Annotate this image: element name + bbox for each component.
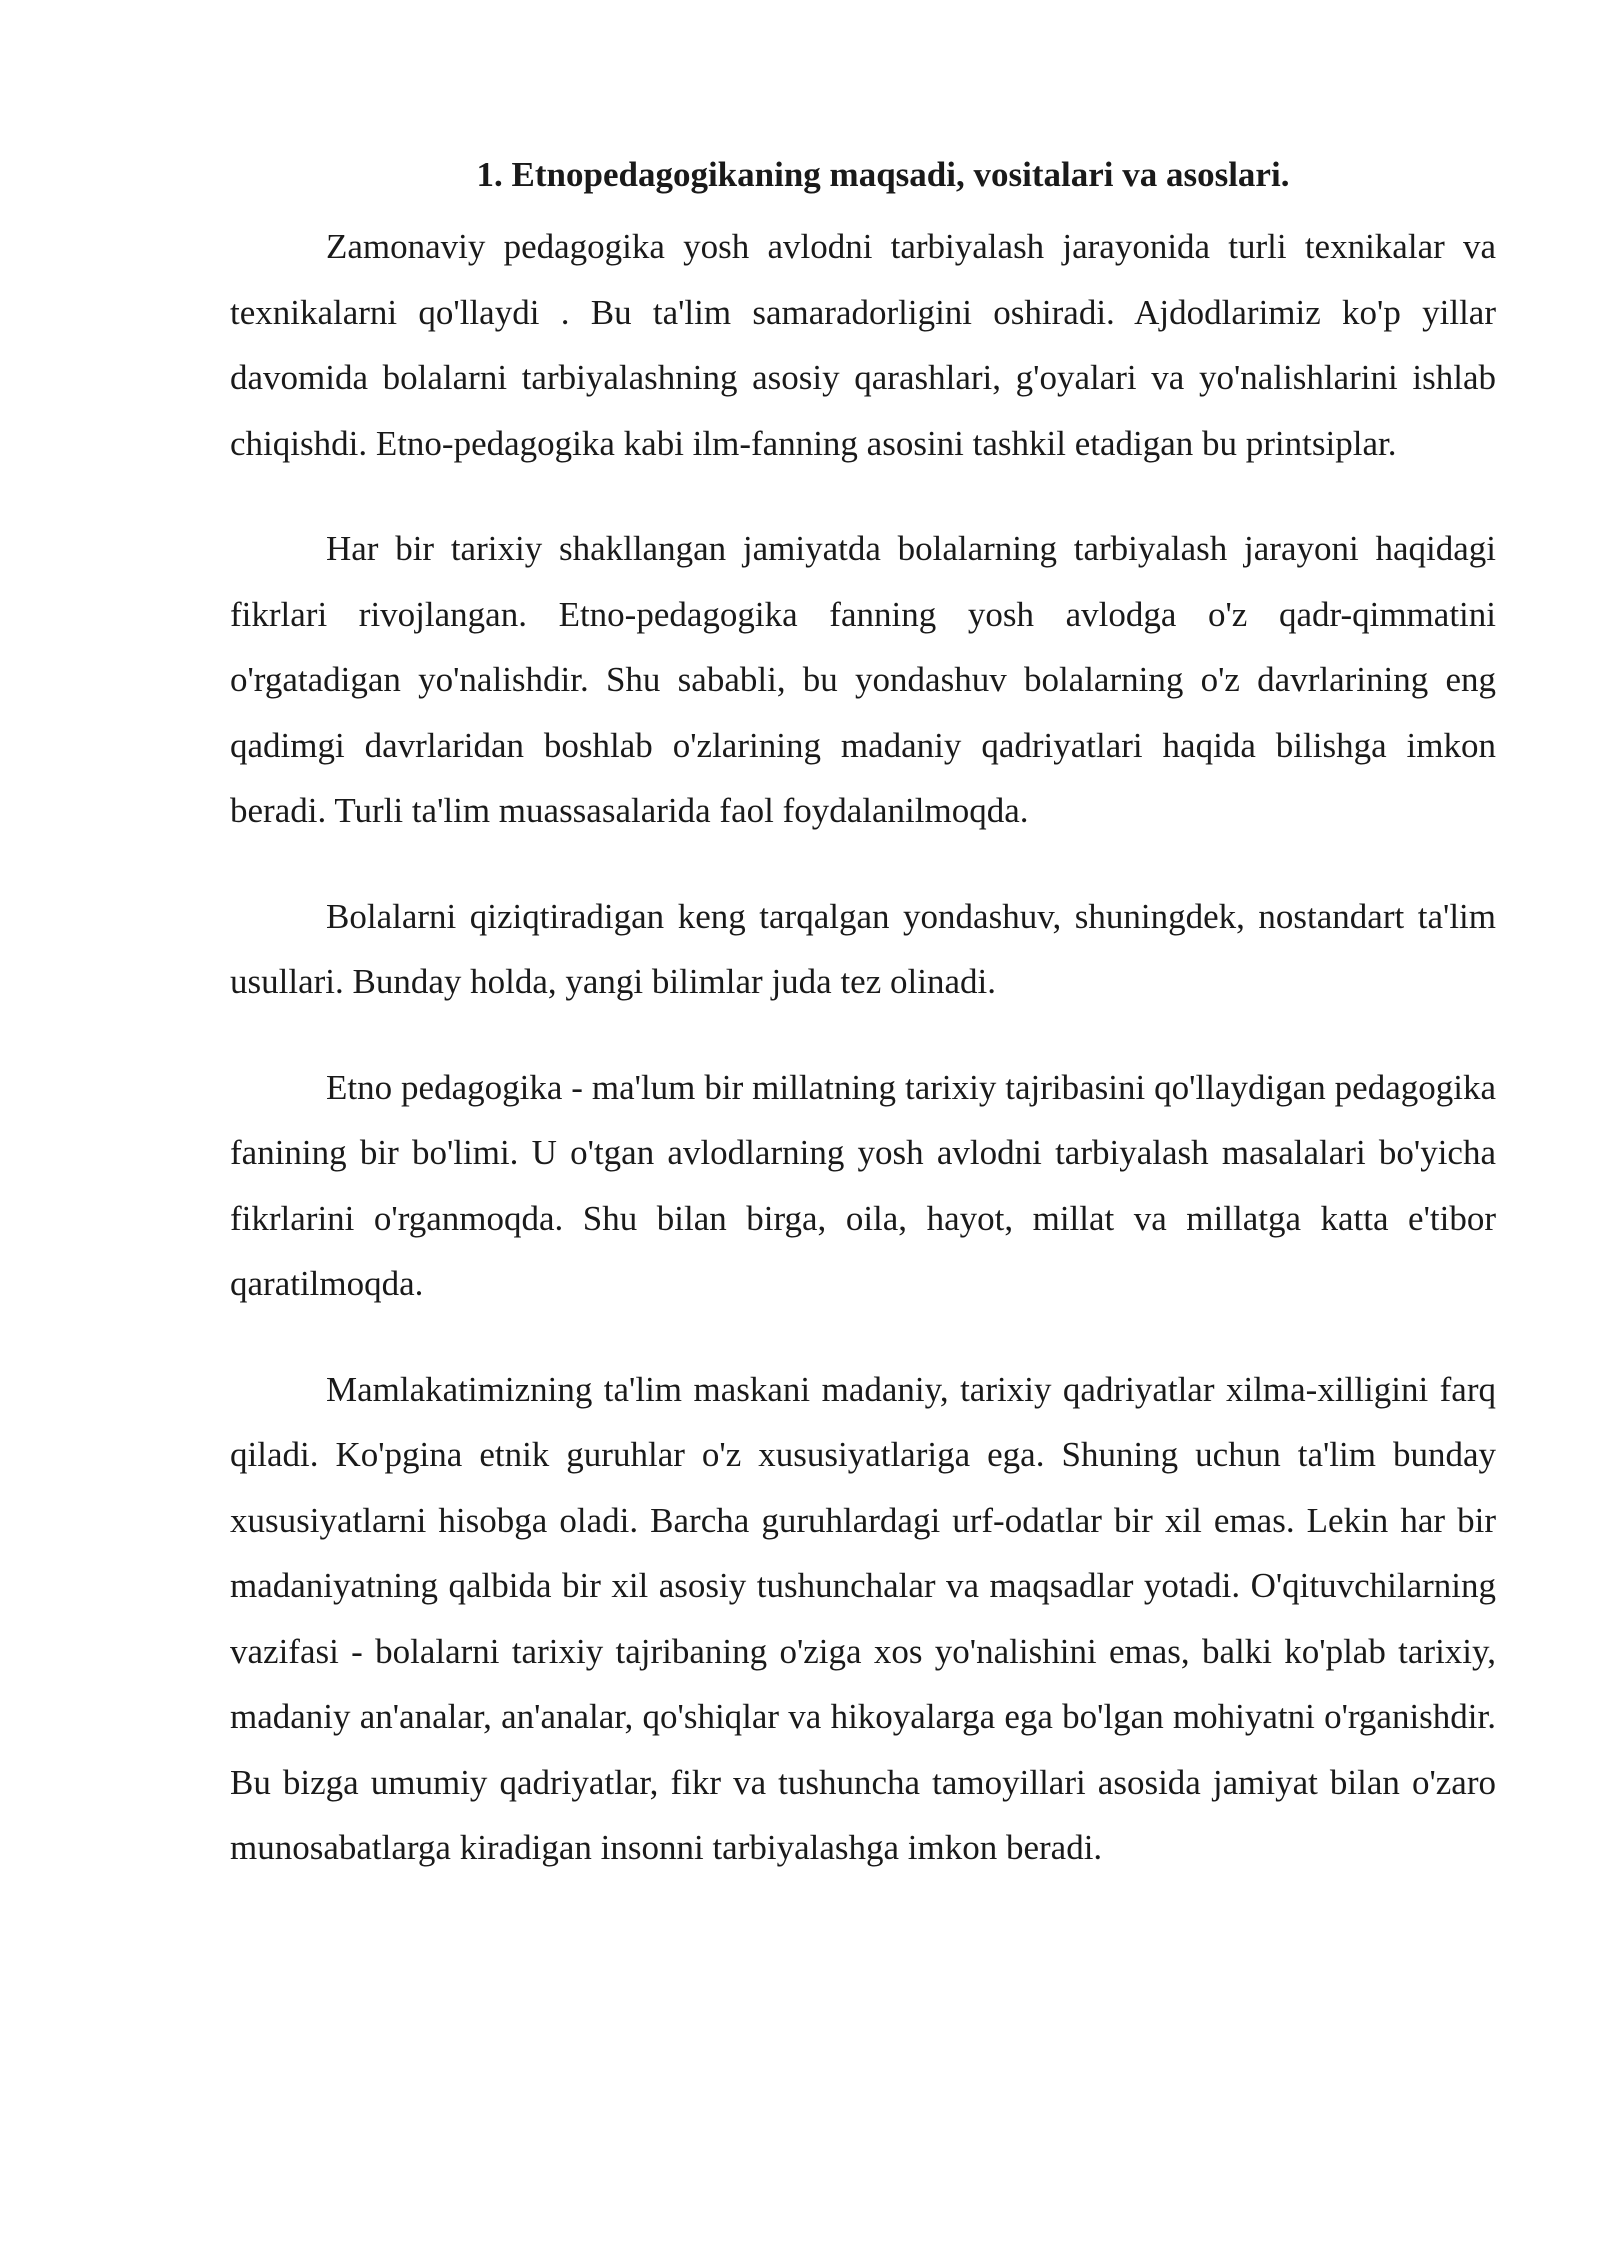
paragraph-1: Zamonaviy pedagogika yosh avlodni tarbiyalash jarayonida turli texnikalar va texnikalarni qo'llaydi . Bu ta'lim samaradorligini oshiradi. Ajdodlarimiz ko'p yillar davomida bolalarni tarbiyalashning asosiy qarashlari, g'oyalari va yo'nalishlarini ishlab chiqishdi. Etno-pedagogika kabi ilm-fanning asosini tashkil etadigan bu printsiplar.: [230, 227, 1496, 463]
paragraph-5: Mamlakatimizning ta'lim maskani madaniy, tarixiy qadriyatlar xilma-xilligini farq qiladi. Ko'pgina etnik guruhlar o'z xususiyatlariga ega. Shuning uchun ta'lim bunday xususiyatlarni hisobga oladi. Barcha guruhlardagi urf-odatlar bir xil emas. Lekin har bir madaniyatning qalbida bir xil asosiy tushunchalar va maqsadlar yotadi. O'qituvchilarning vazifasi - bolalarni tarixiy tajribaning o'ziga xos yo'nalishini emas, balki ko'plab tarixiy, madaniy an'analar, an'analar, qo'shiqlar va hikoyalarga ega bo'lgan mohiyatni o'rganishdir. Bu bizga umumiy qadriyatlar, fikr va tushuncha tamoyillari asosida jamiyat bilan o'zaro munosabatlarga kiradigan insonni tarbiyalashga imkon beradi.: [230, 1369, 1496, 1867]
document-body: [230, 150, 1496, 1921]
paragraph-3: Bolalarni qiziqtiradigan keng tarqalgan yondashuv, shuningdek, nostandart ta'lim usullari. Bunday holda, yangi bilimlar juda tez olinadi.: [230, 896, 1496, 1001]
paragraph-2: Har bir tarixiy shakllangan jamiyatda bolalarning tarbiyalash jarayoni haqidagi fikrlari rivojlangan. Etno-pedagogika fanning yosh avlodga o'z qadr-qimmatini o'rgatadigan yo'nalishdir. Shu sababli, bu yondashuv bolalarning o'z davrlarining eng qadimgi davrlaridan boshlab o'zlarining madaniy qadriyatlari haqida bilishga imkon beradi. Turli ta'lim muassasalarida faol foydalanilmoqda.: [230, 529, 1496, 830]
page-title: 1. Etnopedagogikaning maqsadi, vositalari va asoslari.: [476, 155, 1290, 194]
paragraph-4: Etno pedagogika - ma'lum bir millatning tarixiy tajribasini qo'llaydigan pedagogika fanining bir bo'limi. U o'tgan avlodlarning yosh avlodni tarbiyalash masalalari bo'yicha fikrlarini o'rganmoqda. Shu bilan birga, oila, hayot, millat va millatga katta e'tibor qaratilmoqda.: [230, 1067, 1496, 1303]
